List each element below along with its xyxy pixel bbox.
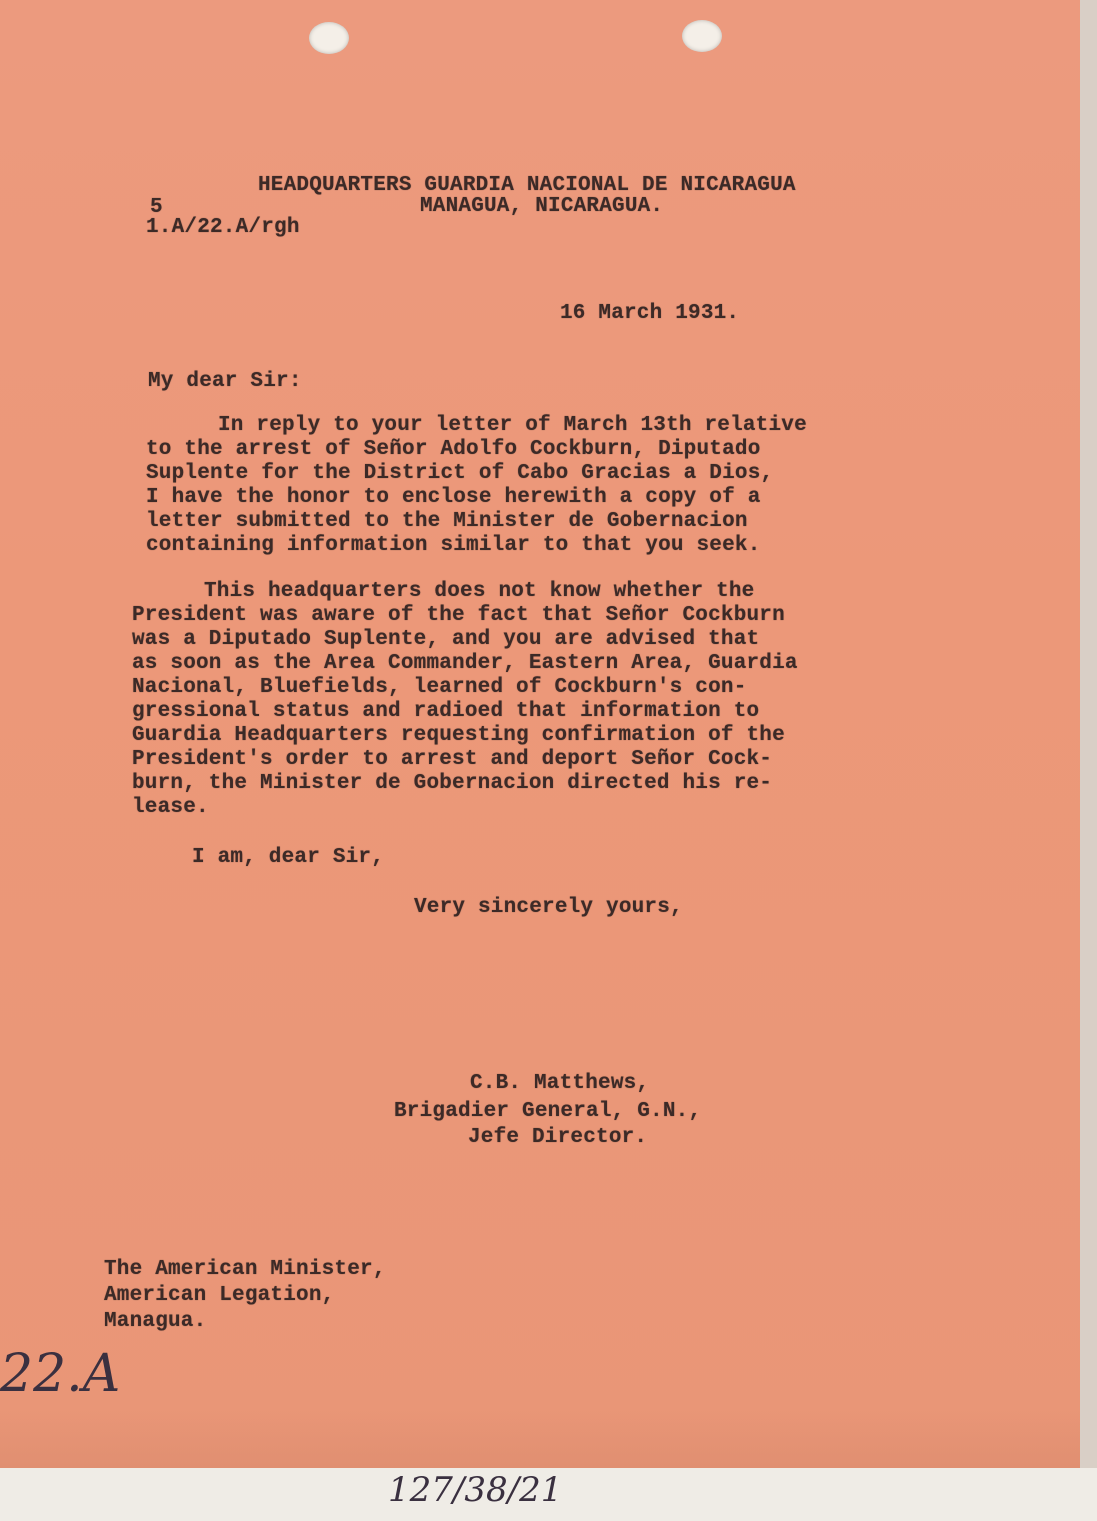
reference-code: 1.A/22.A/rgh	[146, 216, 300, 239]
closing-line-2: Very sincerely yours,	[414, 896, 683, 919]
closing-line-1: I am, dear Sir,	[192, 846, 385, 869]
backing-page	[0, 1468, 1097, 1521]
paragraph-1-line: Suplente for the District of Cabo Gracias a Dios,	[146, 462, 774, 485]
archive-number: 127/38/21	[388, 1470, 563, 1510]
paragraph-2-line: This headquarters does not know whether the	[204, 580, 755, 603]
salutation: My dear Sir:	[148, 370, 302, 393]
paragraph-1-line: containing information similar to that you seek.	[146, 534, 761, 557]
paragraph-2-line: President was aware of the fact that Señor Cockburn	[132, 604, 785, 627]
letterhead-line-2: MANAGUA, NICARAGUA.	[420, 195, 664, 218]
punch-hole-right	[682, 20, 722, 52]
letter-date: 16 March 1931.	[560, 302, 740, 325]
paragraph-2-line: President's order to arrest and deport Señor Cock-	[132, 748, 773, 771]
paragraph-2-line: as soon as the Area Commander, Eastern Area, Guardia	[132, 652, 798, 675]
signature-title: Jefe Director.	[468, 1126, 648, 1149]
margin-handwritten-note: 22.A	[0, 1344, 121, 1404]
paragraph-2-line: gressional status and radioed that information to	[132, 700, 760, 723]
reference-number: 5	[150, 196, 163, 219]
paragraph-2-line: was a Diputado Suplente, and you are advised that	[132, 628, 760, 651]
background-sheet-edge	[1080, 0, 1097, 1468]
paragraph-1-line: I have the honor to enclose herewith a copy of a	[146, 486, 761, 509]
recipient-line-1: The American Minister,	[104, 1258, 386, 1281]
recipient-line-3: Managua.	[104, 1310, 207, 1333]
paragraph-1-line: to the arrest of Señor Adolfo Cockburn, Diputado	[146, 438, 761, 461]
signature-rank: Brigadier General, G.N.,	[394, 1100, 702, 1123]
recipient-line-2: American Legation,	[104, 1284, 335, 1307]
paragraph-2-line: burn, the Minister de Gobernacion directed his re-	[132, 772, 773, 795]
paragraph-1-line: letter submitted to the Minister de Gobernacion	[146, 510, 748, 533]
paragraph-2-line: lease.	[132, 796, 209, 819]
paragraph-2-line: Nacional, Bluefields, learned of Cockburn's con-	[132, 676, 747, 699]
paragraph-1-line: In reply to your letter of March 13th relative	[218, 414, 807, 437]
punch-hole-left	[309, 22, 349, 54]
letterhead-line-1: HEADQUARTERS GUARDIA NACIONAL DE NICARAGUA	[258, 174, 796, 197]
paragraph-2-line: Guardia Headquarters requesting confirmation of the	[132, 724, 785, 747]
signature-name: C.B. Matthews,	[470, 1072, 650, 1095]
